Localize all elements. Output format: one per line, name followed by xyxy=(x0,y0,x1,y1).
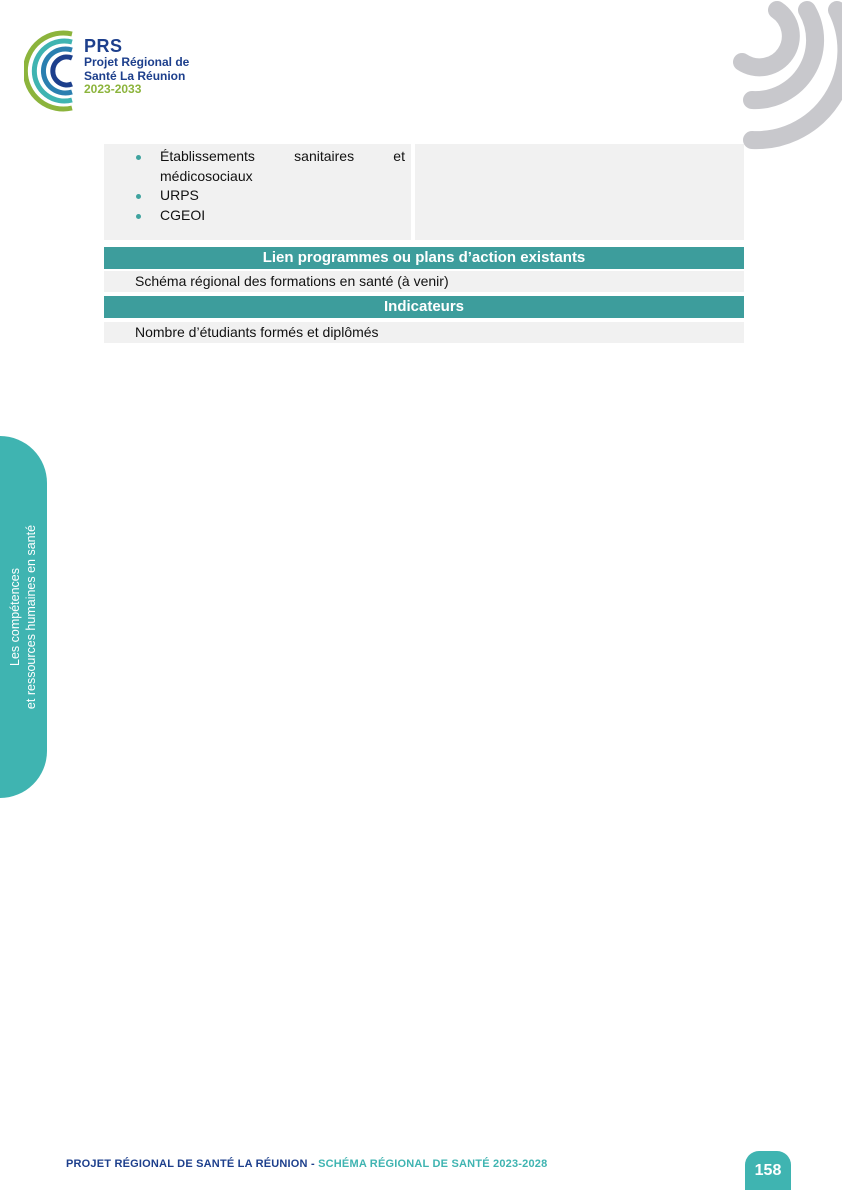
prs-logo xyxy=(24,30,204,112)
logo-line-2: Santé La Réunion xyxy=(84,68,186,83)
footer-main: PROJET RÉGIONAL DE SANTÉ LA RÉUNION xyxy=(66,1158,308,1170)
list-item: CGEOI xyxy=(135,206,405,226)
page-footer xyxy=(66,1158,547,1170)
empty-cell xyxy=(415,144,744,240)
section-text-indicateurs: Nombre d’étudiants formés et diplômés xyxy=(104,322,744,343)
decorative-arcs-icon xyxy=(682,0,842,160)
page-number: 158 xyxy=(745,1151,791,1190)
section-heading-programmes: Lien programmes ou plans d’action existants xyxy=(104,247,744,269)
logo-years: 2023-2033 xyxy=(84,82,142,97)
footer-sub: SCHÉMA RÉGIONAL DE SANTÉ 2023-2028 xyxy=(318,1158,548,1170)
partners-cell xyxy=(104,144,411,240)
footer-separator: - xyxy=(307,1158,319,1170)
section-heading-indicateurs: Indicateurs xyxy=(104,296,744,318)
list-item: Établissements sanitaires et médicosociaux xyxy=(135,147,405,186)
side-chapter-title: Les compétences et ressources humaines en santé xyxy=(7,524,38,710)
prs-logo-icon xyxy=(24,30,84,112)
content-table xyxy=(104,144,744,343)
partners-list xyxy=(135,147,405,225)
list-item: URPS xyxy=(135,186,405,206)
partners-row xyxy=(104,144,744,240)
logo-line-1: Projet Régional de xyxy=(84,55,190,70)
logo-prs: PRS xyxy=(84,36,123,56)
section-text-programmes: Schéma régional des formations en santé (à venir) xyxy=(104,271,744,292)
